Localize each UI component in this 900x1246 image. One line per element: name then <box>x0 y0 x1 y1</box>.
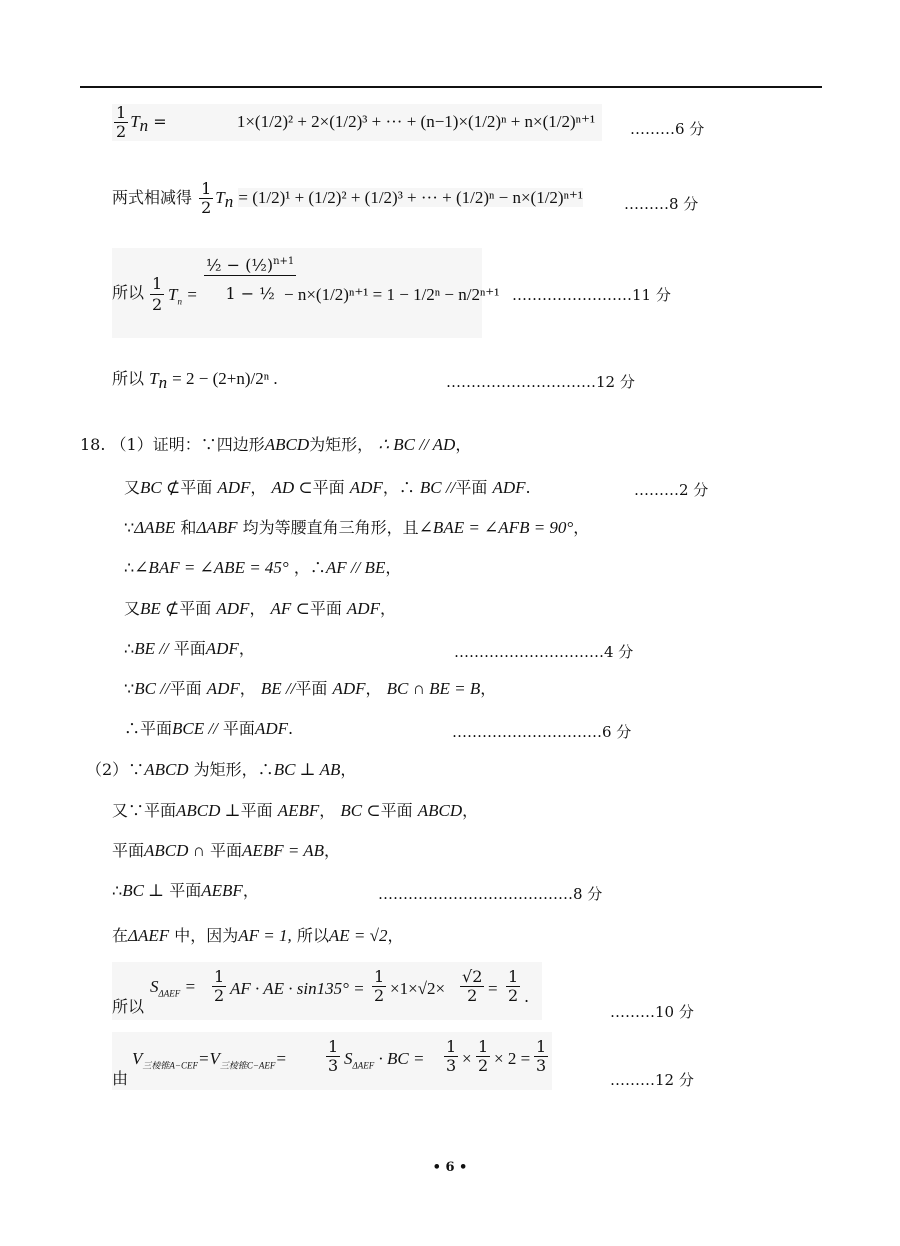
score-6b: …………………………6 分 <box>452 723 632 741</box>
p18-row-1: 又BC ⊄平面 ADF， AD ⊂平面 ADF，∴ BC //平面 ADF. <box>124 478 531 497</box>
eq-line-4-body: = 2 − (2+n)/2ⁿ . <box>172 369 278 388</box>
page-number: • 6 • <box>432 1160 468 1175</box>
p18-row-6: ∵BC //平面 ADF， BE //平面 ADF， BC ∩ BE = B， <box>124 679 497 698</box>
score-11: ……………………11 分 <box>512 286 671 304</box>
part2-row-4: 在ΔAEF 中，因为AF = 1, 所以AE = √2， <box>112 926 404 945</box>
eq-line-2: 两式相减得 $\frac{1}{2}$ $T_n = (1/2)^1 + (1/2)^2 + (1/2)^3$ + ··· + (1/2)ⁿ − n×(1/2)ⁿ⁺¹ <box>112 179 583 217</box>
eq-line-3-body: − n×(1/2)ⁿ⁺¹ = 1 − 1/2ⁿ − n/2ⁿ⁺¹ <box>284 285 500 304</box>
eq-line-1: $\frac{1}{2}$ $T_n = 1\times(1/2)^2 + 2\times(1/2)^3$ + ··· + (n−1)×(1/2)ⁿ + n×(1/2)ⁿ⁺¹ <box>112 104 602 141</box>
header-rule <box>80 86 822 88</box>
p18-row-7: ∴平面BCE // 平面ADF. <box>124 719 294 738</box>
part2-row-3: ∴BC ⊥ 平面AEBF， <box>112 881 259 900</box>
score-12b: ………12 分 <box>610 1071 694 1089</box>
p18-part2-heading: （2）∵ABCD 为矩形，∴BC ⊥ AB， <box>86 760 357 779</box>
score-12a: …………………………12 分 <box>446 373 635 391</box>
score-10: ………10 分 <box>610 1003 694 1021</box>
eq-line-3: 所以 $\frac{1}{2}$ $T_n$ = $\frac{\frac{1}{2} - (\frac{1}{2})^{n+1}}{\text{1 − ½}}$ − n×(1/2)ⁿ⁺¹ = 1 − 1/2ⁿ − n/2ⁿ⁺¹ <box>112 248 482 338</box>
score-6a: ………6 分 <box>630 120 705 138</box>
score-2: ………2 分 <box>634 481 709 499</box>
part2-row-2: 平面ABCD ∩ 平面AEBF = AB， <box>112 841 341 860</box>
score-8a: ………8 分 <box>624 195 699 213</box>
p18-row-2: ∵ΔABE 和ΔABF 均为等腰直角三角形，且∠BAE = ∠AFB = 90°， <box>124 518 590 537</box>
eq-line-2-body: = (1/2)¹ + (1/2)² + (1/2)³ + ··· + (1/2)ⁿ − n×(1/2)ⁿ⁺¹ <box>238 188 583 207</box>
p18-heading: 18. （1）证明：∵四边形ABCD为矩形， ∴ BC // AD， <box>80 435 472 454</box>
part2-row-1: 又∵平面ABCD ⊥平面 AEBF， BC ⊂平面 ABCD， <box>112 801 479 820</box>
part2-row-5: 所以 $S_{\Delta AEF}$ = $\frac{1}{2}$ AF · AE · sin135° = $\frac{1}{2}$ ×1×√2× $\frac{√2}{2}$ = $\frac{1}{2}$ . <box>112 962 542 1020</box>
eq-line-1-body: 1×(1/2)² + 2×(1/2)³ + ··· + (n−1)×(1/2)ⁿ + n×(1/2)ⁿ⁺¹ <box>236 112 596 131</box>
p18-row-3: ∴∠BAF = ∠ABE = 45° ，∴AF // BE， <box>124 558 402 577</box>
eq-line-4: 所以 $T_n = 2 - (2+n)/2^n$ . <box>112 369 278 393</box>
score-8b: …………………………………8 分 <box>378 885 603 903</box>
p18-row-5: ∴BE // 平面ADF， <box>124 639 255 658</box>
p18-row-4: 又BE ⊄平面 ADF， AF ⊂平面 ADF， <box>124 599 396 618</box>
score-4: …………………………4 分 <box>454 643 634 661</box>
part2-row-6: 由 $V_{三棱锥A-CEF}=V_{三棱锥C-AEF}=$ $\frac{1}{3}$ $S_{\Delta AEF}$ · BC = $\frac{1}{3}$ × $\frac{1}{2}$ × 2 = $\frac{1}{3}$ <box>112 1032 552 1090</box>
